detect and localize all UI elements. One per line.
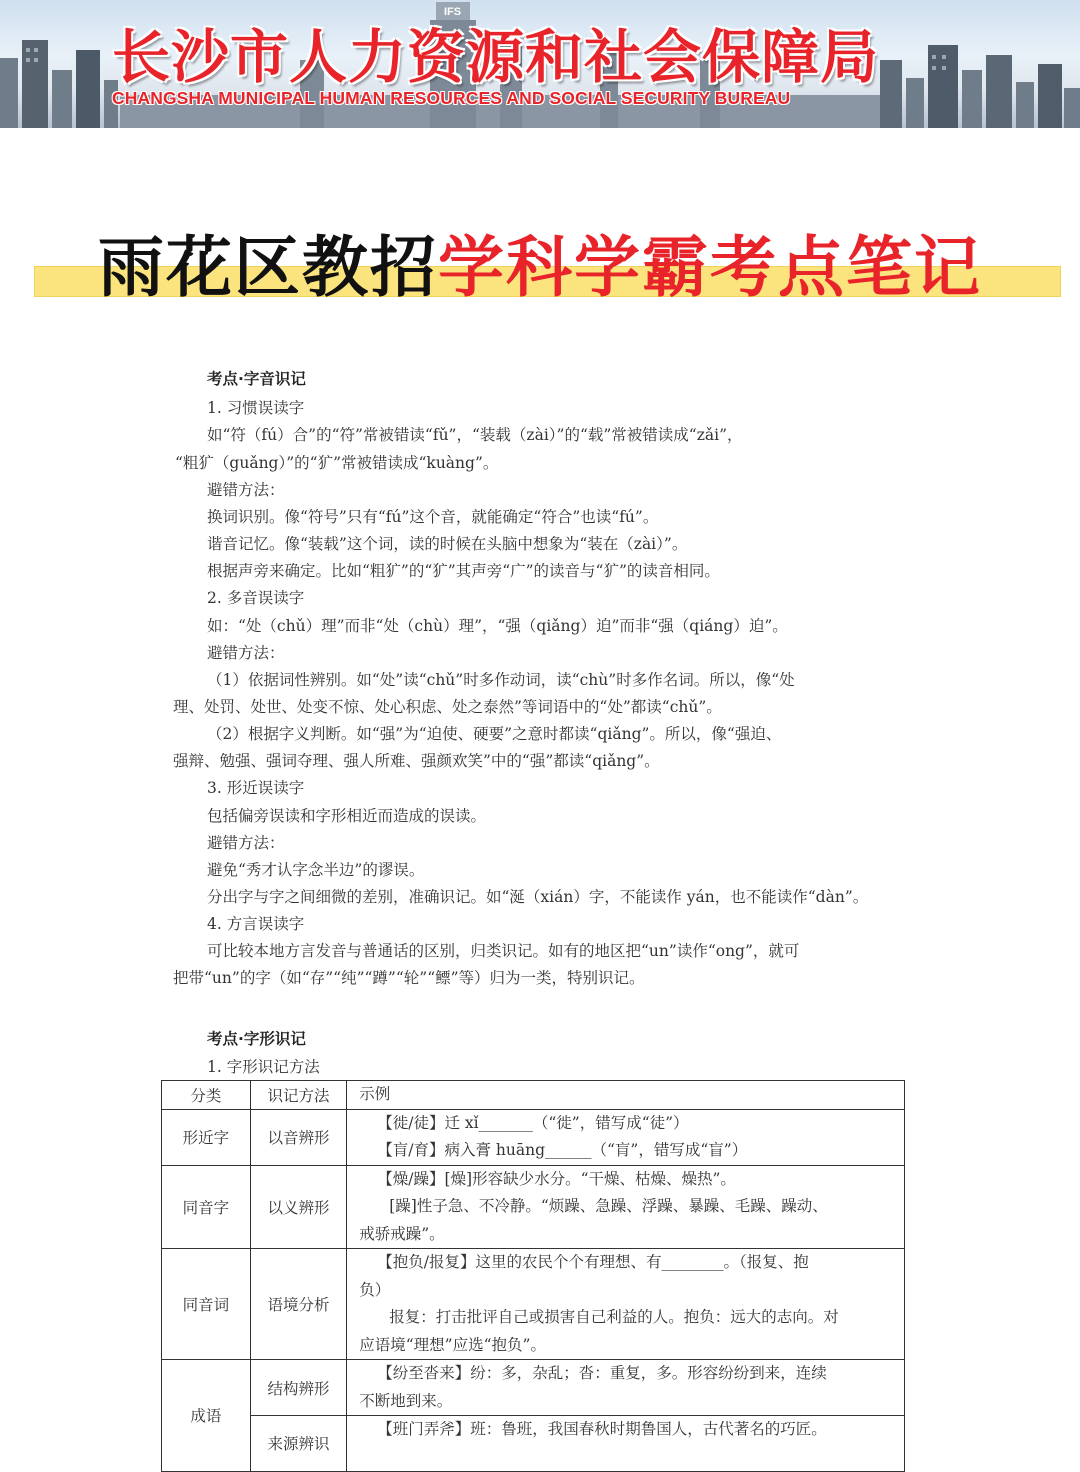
table-cell-category: 成语 xyxy=(162,1360,251,1472)
text-line: 避免“秀才认字念半边”的谬误。 xyxy=(207,861,425,879)
example-line: 应语境“理想”应选“抱负”。 xyxy=(359,1335,546,1354)
table-cell-method: 以音辨形 xyxy=(250,1109,347,1165)
example-line: 【徙/徒】迁 xǐ_______（“徙”，错写成“徒”） xyxy=(377,1113,689,1132)
text-line: 把带“un”的字（如“存”“纯”“蹲”“轮”“鳔”等）归为一类，特别识记。 xyxy=(173,969,645,987)
glyph-method-table xyxy=(161,1080,905,1472)
example-line: 【纷至沓来】纷：多，杂乱；沓：重复，多。形容纷纷到来，连续 xyxy=(377,1364,827,1382)
text-line: 强辩、勉强、强词夺理、强人所难、强颜欢笑”中的“强”都读“qiǎng”。 xyxy=(173,752,660,770)
bureau-name-english: CHANGSHA MUNICIPAL HUMAN RESOURCES AND SOCIAL SECURITY BUREAU xyxy=(112,88,791,108)
table-row xyxy=(162,1165,905,1249)
example-line: 【肓/育】病入膏 huāng______（“肓”，错写成“盲”） xyxy=(377,1141,748,1159)
table-header-example: 示例 xyxy=(347,1081,905,1110)
example-line: 戒骄戒躁”。 xyxy=(359,1224,445,1243)
table-cell-category: 形近字 xyxy=(162,1109,251,1165)
table-header-method: 识记方法 xyxy=(250,1081,347,1110)
header-banner xyxy=(0,0,1080,128)
section-title-glyph: 考点·字形识记 xyxy=(207,1030,306,1048)
text-line: 理、处罚、处世、处变不惊、处心积虑、处之泰然”等词语中的“处”都读“chǔ”。 xyxy=(173,698,722,716)
page-title-red-part: 学科学霸考点笔记 xyxy=(438,228,982,306)
page-title-black-part: 雨花区教招 xyxy=(98,228,438,306)
table-cell-method: 结构辨形 xyxy=(250,1360,347,1416)
table-cell-category: 同音字 xyxy=(162,1165,251,1249)
ifs-sign-text: IFS xyxy=(444,6,462,18)
example-line-continued xyxy=(359,1444,894,1471)
table-header-row xyxy=(162,1081,905,1110)
text-line: 换词识别。像“符号”只有“fú”这个音，就能确定“符合”也读“fú”。 xyxy=(207,508,659,526)
table-row xyxy=(162,1416,905,1472)
text-line: 避错方法： xyxy=(207,644,285,662)
table-cell-example xyxy=(347,1109,905,1165)
example-line: [躁]性子急、不冷静。“烦躁、急躁、浮躁、暴躁、毛躁、躁动、 xyxy=(389,1197,828,1215)
text-line: 分出字与字之间细微的差别，准确识记。如“涎（xián）字，不能读作 yán，也不能读作“dàn”。 xyxy=(207,888,869,906)
text-line: 如“符（fú）合”的“符”常被错读“fǔ”，“装载（zài）”的“载”常被错读成“zǎi”， xyxy=(207,426,743,444)
text-line: 3. 形近误读字 xyxy=(207,779,305,797)
section-subtitle: 1. 字形识记方法 xyxy=(207,1058,320,1076)
example-line: 【班门弄斧】班：鲁班，我国春秋时期鲁国人，古代著名的巧匠。 xyxy=(377,1420,827,1438)
text-line: 包括偏旁误读和字形相近而造成的误读。 xyxy=(207,807,487,825)
text-line: 谐音记忆。像“装载”这个词，读的时候在头脑中想象为“装在（zài）”。 xyxy=(207,535,688,553)
text-line: （2）根据字义判断。如“强”为“迫使、硬要”之意时都读“qiǎng”。所以，像“强迫、 xyxy=(207,725,782,743)
text-line: （1）依据词性辨别。如“处”读“chǔ”时多作动词，读“chù”时多作名词。所以，像“处 xyxy=(207,671,795,689)
text-line: 1. 习惯误读字 xyxy=(207,399,305,417)
section-title-pronunciation: 考点·字音识记 xyxy=(207,370,306,388)
text-line: 如：“处（chǔ）理”而非“处（chù）理”，“强（qiǎng）迫”而非“强（qiáng）迫”。 xyxy=(207,617,788,635)
table-cell-category: 同音词 xyxy=(162,1249,251,1360)
example-line: 【燥/躁】[燥]形容缺少水分。“干燥、枯燥、燥热”。 xyxy=(377,1169,736,1188)
text-line: 避错方法： xyxy=(207,481,285,499)
text-line: 根据声旁来确定。比如“粗犷”的“犷”其声旁“广”的读音与“犷”的读音相同。 xyxy=(207,562,720,580)
bureau-name-chinese: 长沙市人力资源和社会保障局 xyxy=(112,23,880,91)
page-title xyxy=(98,214,982,309)
table-cell-example xyxy=(347,1165,905,1249)
text-line: 避错方法： xyxy=(207,834,285,852)
table-cell-method: 语境分析 xyxy=(250,1249,347,1360)
table-cell-method: 来源辨识 xyxy=(250,1416,347,1472)
table-cell-example xyxy=(347,1416,905,1472)
table-row xyxy=(162,1249,905,1360)
table-cell-example xyxy=(347,1360,905,1416)
example-line: 【抱负/报复】这里的农民个个有理想、有________。（报复、抱 xyxy=(377,1253,809,1271)
table-cell-example xyxy=(347,1249,905,1360)
text-line: 4. 方言误读字 xyxy=(207,915,305,933)
text-line: 可比较本地方言发音与普通话的区别，归类识记。如有的地区把“un”读作“ong”，就可 xyxy=(207,942,800,960)
table-row xyxy=(162,1360,905,1416)
table-row xyxy=(162,1109,905,1165)
example-line: 报复：打击批评自己或损害自己利益的人。抱负：远大的志向。对 xyxy=(389,1308,839,1326)
text-line: “粗犷（guǎng）”的“犷”常被错读成“kuàng”。 xyxy=(175,454,499,472)
text-line: 2. 多音误读字 xyxy=(207,589,305,607)
table-header-category: 分类 xyxy=(162,1081,251,1110)
example-line: 不断地到来。 xyxy=(359,1391,453,1410)
example-line: 负） xyxy=(359,1280,391,1299)
table-cell-method: 以义辨形 xyxy=(250,1165,347,1249)
